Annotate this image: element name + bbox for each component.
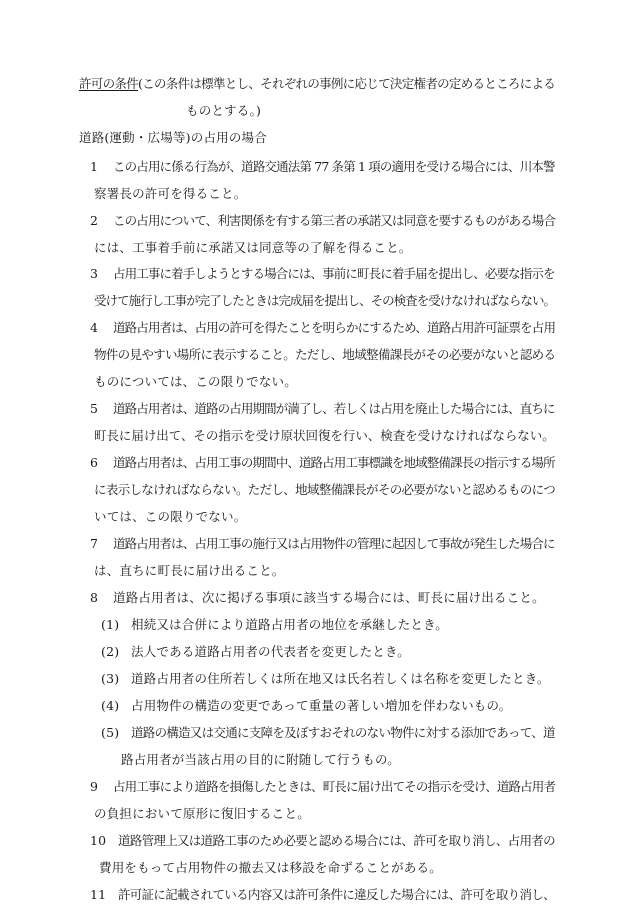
subitem-text-line: 路占用者が当該占用の目的に附随して行うもの。 bbox=[121, 752, 400, 767]
item-text-line: この占用に係る行為が、道路交通法第 77 条第 1 項の適用を受ける場合には、川本警 bbox=[113, 159, 555, 174]
subitem-text-line: 相続又は合併により道路占用者の地位を承継したとき。 bbox=[131, 617, 449, 632]
item-number: 6 bbox=[90, 455, 99, 470]
item-number: 2 bbox=[90, 213, 99, 228]
item-number: 1 bbox=[90, 159, 99, 174]
item-text-line: に表示しなければならない。ただし、地域整備課長がその必要がないと認めるものにつ bbox=[94, 482, 556, 497]
item-text-line: 道路占用者は、占用の許可を得たことを明らかにするため、道路占用許可証票を占用 bbox=[113, 320, 556, 335]
item-text-line: の負担において原形に復旧すること。 bbox=[94, 806, 310, 821]
item-text-line: 道路占用者は、次に掲げる事項に該当する場合には、町長に届け出ること。 bbox=[113, 590, 545, 605]
item-text-line: この占用について、利害関係を有する第三者の承諾又は同意を要するものがある場合 bbox=[113, 213, 556, 228]
item-text-line: 道路占用者は、占用工事の期間中、道路占用工事標識を地域整備課長の指示する場所 bbox=[113, 455, 555, 470]
item-text-line: 道路占用者は、占用工事の施行又は占用物件の管理に起因して事故が発生した場合に bbox=[113, 536, 555, 551]
subitem-number: (4) bbox=[101, 698, 120, 713]
item-text-line: 占用工事に着手しようとする場合には、事前に町長に着手届を提出し、必要な指示を bbox=[113, 266, 555, 281]
conditions-heading: 許可の条件 bbox=[79, 76, 138, 91]
subitem-number: (2) bbox=[101, 644, 120, 659]
subitem-text-line: 道路の構造又は交通に支障を及ぼすおそれのない物件に対する添加であって、道 bbox=[131, 725, 555, 740]
conditions-note-line1: (この条件は標準とし、それぞれの事例に応じて決定権者の定めるところによる bbox=[138, 76, 556, 91]
item-text-line: 受けて施行し工事が完了したときは完成届を提出し、その検査を受けなければならない。 bbox=[94, 293, 556, 308]
conditions-note-line2: ものとする。) bbox=[186, 103, 262, 118]
item-text-line: 許可証に記載されている内容又は許可条件に違反した場合には、許可を取り消し、 bbox=[118, 887, 555, 902]
item-text-line: 費用をもって占用物件の撤去又は移設を命ずることがある。 bbox=[99, 860, 442, 875]
item-number: 3 bbox=[90, 266, 99, 281]
subitem-number: (3) bbox=[101, 671, 120, 686]
item-number: 5 bbox=[90, 401, 99, 416]
item-number: 4 bbox=[90, 320, 99, 335]
item-text-line: には、工事着手前に承諾又は同意等の了解を得ること。 bbox=[94, 240, 412, 255]
subitem-number: (5) bbox=[101, 725, 120, 740]
item-text-line: は、直ちに町長に届け出ること。 bbox=[94, 563, 285, 578]
subitem-number: (1) bbox=[101, 617, 120, 632]
item-text-line: 察署長の許可を得ること。 bbox=[94, 186, 247, 201]
item-text-line: いては、この限りでない。 bbox=[94, 509, 247, 524]
subitem-text-line: 道路占用者の住所若しくは所在地又は氏名若しくは名称を変更したとき。 bbox=[131, 671, 550, 686]
subitem-text-line: 法人である道路占用者の代表者を変更したとき。 bbox=[131, 644, 410, 659]
item-text-line: ものについては、この限りでない。 bbox=[94, 374, 297, 389]
item-text-line: 物件の見やすい場所に表示すること。ただし、地域整備課長がその必要がないと認める bbox=[94, 347, 556, 362]
item-text-line: 道路管理上又は道路工事のため必要と認める場合には、許可を取り消し、占用者の bbox=[118, 833, 555, 848]
conditions-heading-line bbox=[79, 76, 555, 92]
item-number: 8 bbox=[90, 590, 99, 605]
item-text-line: 道路占用者は、道路の占用期間が満了し、若しくは占用を廃止した場合には、直ちに bbox=[113, 401, 555, 416]
subitem-text-line: 占用物件の構造の変更であって重量の著しい増加を伴わないもの。 bbox=[131, 698, 512, 713]
item-text-line: 占用工事により道路を損傷したときは、町長に届け出てその指示を受け、道路占用者 bbox=[113, 779, 556, 794]
item-text-line: 町長に届け出て、その指示を受け原状回復を行い、検査を受けなければならない。 bbox=[94, 428, 555, 443]
item-number: 10 bbox=[90, 833, 107, 848]
item-number: 9 bbox=[90, 779, 99, 794]
item-number: 7 bbox=[90, 536, 99, 551]
item-number: 11 bbox=[90, 887, 107, 902]
section-title: 道路(運動・広場等)の占用の場合 bbox=[79, 130, 267, 145]
